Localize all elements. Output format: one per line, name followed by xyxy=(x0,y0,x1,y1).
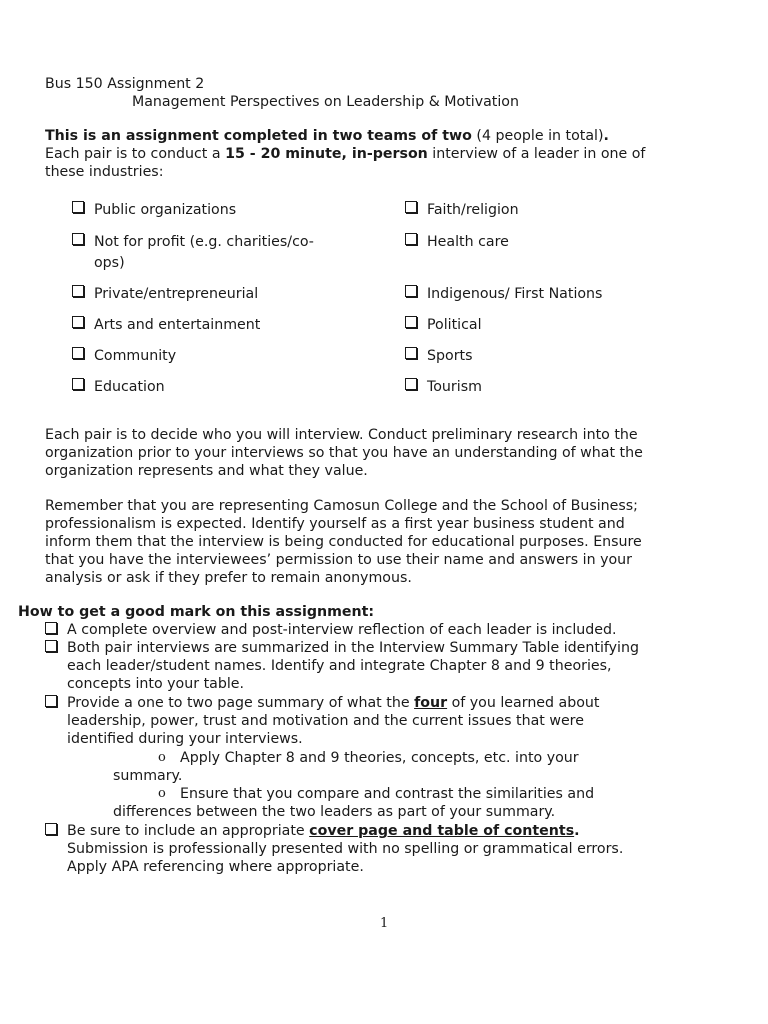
paragraph-line: Remember that you are representing Camosun College and the School of Business; xyxy=(45,498,638,514)
criteria-item-cont: Submission is professionally presented with no spelling or grammatical errors. xyxy=(67,841,624,857)
industry-item[interactable] xyxy=(72,377,372,397)
checkbox-icon xyxy=(405,201,417,213)
sub-item-cont: summary. xyxy=(113,768,183,784)
industry-label: Education xyxy=(94,379,165,395)
checkbox-icon xyxy=(405,316,417,328)
paragraph-line: organization prior to your interviews so that you have an understanding of what the xyxy=(45,445,643,461)
checkbox-icon xyxy=(405,285,417,297)
criteria-text: of you learned about xyxy=(447,695,600,711)
paragraph-line: that you have the interviewees’ permission to use their name and answers in your xyxy=(45,552,632,568)
intro-line-1 xyxy=(45,127,609,145)
industry-item[interactable] xyxy=(405,200,705,220)
criteria-item-cont: each leader/student names. Identify and integrate Chapter 8 and 9 theories, xyxy=(67,658,612,674)
page-number: 1 xyxy=(380,916,389,931)
checkbox-icon xyxy=(72,233,84,245)
industry-label: Faith/religion xyxy=(427,202,519,218)
paragraph-line: professionalism is expected. Identify yourself as a first year business student and xyxy=(45,516,625,532)
sub-item-cont: differences between the two leaders as part of your summary. xyxy=(113,804,556,820)
checkbox-icon xyxy=(405,347,417,359)
criteria-text: Be sure to include an appropriate xyxy=(67,823,310,839)
criteria-item: A complete overview and post-interview reflection of each leader is included. xyxy=(67,622,617,638)
checkbox-icon xyxy=(72,316,84,328)
checkbox-icon xyxy=(45,822,59,840)
course-title: Bus 150 Assignment 2 xyxy=(45,76,205,92)
page-title: Management Perspectives on Leadership & Motivation xyxy=(132,94,519,110)
intro-text: Each pair is to conduct a xyxy=(45,146,226,162)
intro-text: interview of a leader in one of xyxy=(427,146,646,162)
industry-item[interactable] xyxy=(405,232,705,252)
paragraph-line: Each pair is to decide who you will interview. Conduct preliminary research into the xyxy=(45,427,638,443)
checkbox-icon xyxy=(45,639,59,657)
criteria-item-cont: Apply APA referencing where appropriate. xyxy=(67,859,364,875)
industry-label: Tourism xyxy=(427,379,482,395)
checkbox-icon xyxy=(72,378,84,390)
intro-line-3: these industries: xyxy=(45,164,164,180)
industry-item[interactable] xyxy=(72,346,372,366)
emphasis-cover-page: cover page and table of contents xyxy=(309,823,575,839)
criteria-item-cont: concepts into your table. xyxy=(67,676,245,692)
criteria-item-cont: leadership, power, trust and motivation and the current issues that were xyxy=(67,713,584,729)
criteria-item xyxy=(67,822,580,840)
intro-bold-lead: This is an assignment completed in two teams of two xyxy=(45,128,472,144)
checkbox-icon xyxy=(72,347,84,359)
checkbox-icon xyxy=(45,694,59,712)
criteria-item xyxy=(67,694,600,712)
intro-line-2 xyxy=(45,145,645,163)
industry-item[interactable] xyxy=(72,200,372,220)
industry-label: Public organizations xyxy=(94,202,237,218)
sub-bullet-icon: o xyxy=(158,750,166,765)
checkbox-icon xyxy=(405,378,417,390)
industry-item[interactable] xyxy=(405,315,705,335)
paragraph-line: inform them that the interview is being conducted for educational purposes. Ensure xyxy=(45,534,642,550)
industry-item[interactable] xyxy=(72,232,372,272)
industry-item[interactable] xyxy=(72,315,372,335)
sub-item: Apply Chapter 8 and 9 theories, concepts, etc. into your xyxy=(180,750,579,766)
checkbox-icon xyxy=(72,285,84,297)
paragraph-line: analysis or ask if they prefer to remain anonymous. xyxy=(45,570,412,586)
industry-item[interactable] xyxy=(72,284,372,304)
criteria-item: Both pair interviews are summarized in the Interview Summary Table identifying xyxy=(67,640,639,656)
industry-item[interactable] xyxy=(405,377,705,397)
industry-item[interactable] xyxy=(405,346,705,366)
criteria-text: Provide a one to two page summary of what the xyxy=(67,695,415,711)
industry-label: Not for profit (e.g. charities/co- xyxy=(94,234,314,250)
industry-label: Health care xyxy=(427,234,509,250)
checkbox-icon xyxy=(405,233,417,245)
intro-paren: (4 people in total) xyxy=(471,128,604,144)
industry-item[interactable] xyxy=(405,284,705,304)
industry-label: Sports xyxy=(427,348,473,364)
sub-item: Ensure that you compare and contrast the similarities and xyxy=(180,786,595,802)
intro-duration: 15 - 20 minute, in-person xyxy=(225,146,428,162)
industry-label: Arts and entertainment xyxy=(94,317,261,333)
checkbox-icon xyxy=(45,621,59,639)
criteria-item-cont: identified during your interviews. xyxy=(67,731,303,747)
criteria-text: . xyxy=(574,823,580,839)
paragraph-line: organization represents and what they value. xyxy=(45,463,368,479)
industry-label-cont: ops) xyxy=(94,255,125,271)
industry-label: Community xyxy=(94,348,177,364)
industry-label: Indigenous/ First Nations xyxy=(427,286,603,302)
industry-label: Private/entrepreneurial xyxy=(94,286,259,302)
intro-period: . xyxy=(603,128,609,144)
checkbox-icon xyxy=(72,201,84,213)
industry-label: Political xyxy=(427,317,482,333)
sub-bullet-icon: o xyxy=(158,786,166,801)
emphasis-four: four xyxy=(414,695,448,711)
section-heading: How to get a good mark on this assignment: xyxy=(18,604,375,620)
